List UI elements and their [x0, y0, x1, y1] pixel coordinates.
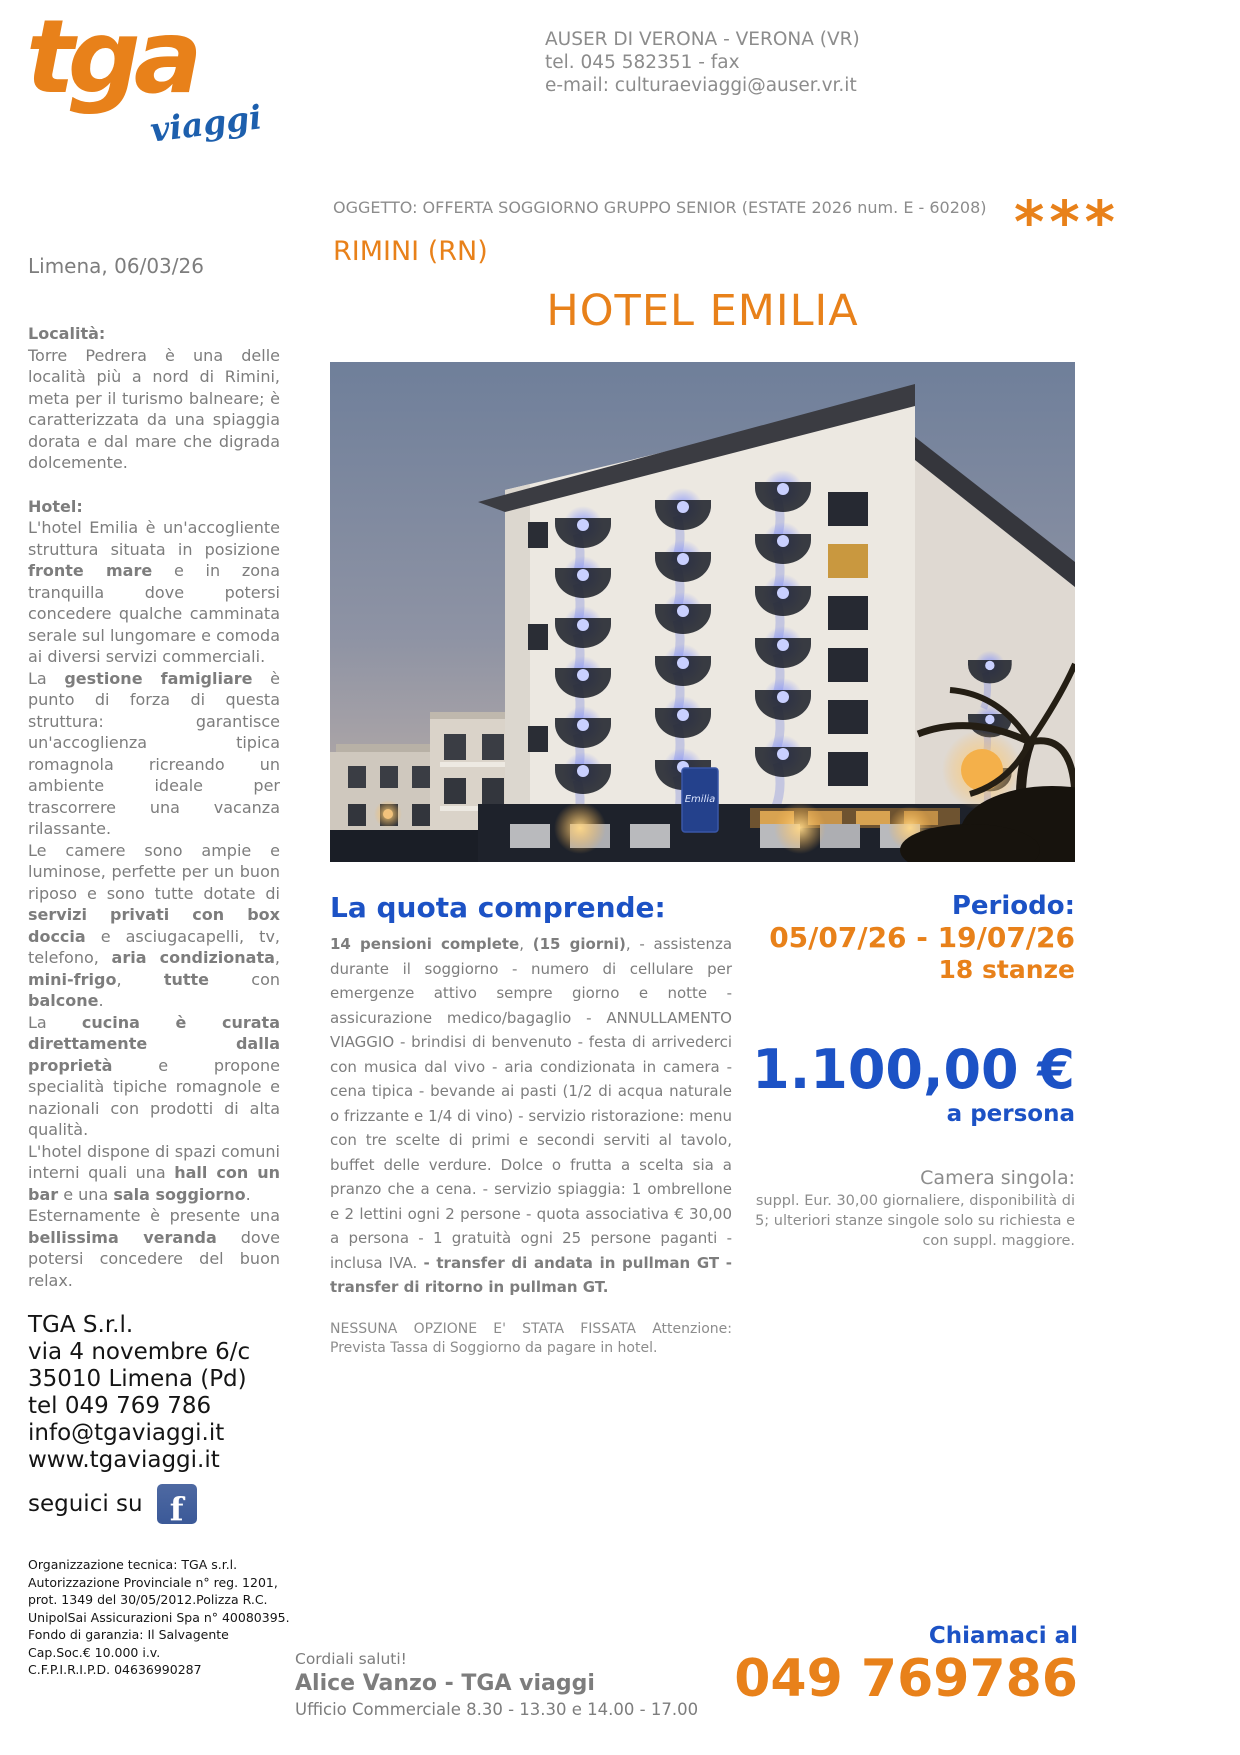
- hotel-sign-text: Emilia: [684, 794, 716, 805]
- company-email-link[interactable]: info@tgaviaggi.it: [28, 1420, 225, 1446]
- quota-heading: La quota comprende:: [330, 891, 666, 924]
- hotel-paragraph: L'hotel dispone di spazi comuni interni quali una hall con un bar e una sala soggiorno.: [28, 1141, 280, 1204]
- offer-summary-column: [745, 891, 1075, 1251]
- hotel-paragraph: Le camere sono ampie e luminose, perfette per un buon riposo e sono tutte dotate di servizi privati con box doccia e asciugacapelli, tv, telefono, aria condizionata, mini-frigo, tutte con balcone.: [28, 840, 280, 1010]
- fineprint-line: Cap.Soc.€ 10.000 i.v.: [28, 1644, 161, 1660]
- recipient-phone: tel. 045 582351 - fax: [545, 52, 740, 73]
- quota-note: NESSUNA OPZIONE E' STATA FISSATA Attenzione: Prevista Tassa di Soggiorno da pagare in hotel.: [330, 1320, 732, 1356]
- follow-us: [28, 1484, 197, 1528]
- fineprint-line: prot. 1349 del 30/05/2012.Polizza R.C.: [28, 1592, 268, 1607]
- fineprint-line: Organizzazione tecnica: TGA s.r.l.: [28, 1557, 238, 1572]
- company-street: via 4 novembre 6/c: [28, 1339, 251, 1365]
- description-column: [28, 323, 280, 1291]
- period-label: Periodo:: [951, 891, 1075, 921]
- hotel-heading: Hotel:: [28, 496, 83, 516]
- hotel-paragraph: La gestione famigliare è punto di forza di questa struttura: garantisce un'accoglienza tipica romagnola ricreando un ambiente ideale per trascorrere una vacanza rilassante.: [28, 668, 280, 838]
- period-dates: 05/07/26 - 19/07/26: [769, 921, 1075, 954]
- hotel-paragraph: L'hotel Emilia è un'accogliente struttura situata in posizione fronte mare e in zona tranquilla dove potersi concedere qualche camminata serale sul lungomare e comoda ai diversi servizi commerciali.: [28, 518, 281, 666]
- company-block: [28, 1312, 328, 1474]
- tga-logo-viaggi: viaggi: [148, 97, 264, 150]
- localita-text: Torre Pedrera è una delle località più a nord di Rimini, meta per il turismo balneare; è caratterizzata da una spiaggia dorata e dal mare che digrada dolcemente.: [28, 345, 280, 472]
- package-details-column: [330, 891, 732, 1358]
- hotel-paragraph: La cucina è curata direttamente dalla proprietà e propone specialità tipiche romagnole e nazionali con prodotti di alta qualità.: [28, 1012, 280, 1139]
- greeting: Cordiali saluti!: [295, 1650, 407, 1668]
- company-phone: tel 049 769 786: [28, 1393, 212, 1419]
- fineprint-line: Fondo di garanzia: Il Salvagente: [28, 1627, 229, 1642]
- price-per-person: a persona: [946, 1101, 1075, 1127]
- signature-block: [295, 1648, 698, 1722]
- company-name: TGA S.r.l.: [28, 1312, 134, 1338]
- quota-paragraph: 14 pensioni complete, (15 giorni), - assistenza durante il soggiorno - numero di cellulare per emergenze attivo sempre giorno e notte - assicurazione medico/bagaglio - ANNULLAMENTO VIAGGIO - brindisi di benvenuto - festa di arrivederci con musica dal vivo - aria condizionata in camera - cena tipica - bevande ai pasti (1/2 di acqua naturale o frizzante e 1/4 di vino) - servizio ristorazione: menu con tre scelte di primi e secondi serviti al tavolo, buffet delle verdure. Dolce o frutta a scelta sia a pranzo che a cena. - servizio spiaggia: 1 ombrellone e 2 lettini ogni 2 persone - quota associativa € 30,00 a persona - 1 gratuità ogni 25 persone paganti - inclusa IVA. - transfer di andata in pullman GT - transfer di ritorno in pullman GT.: [330, 935, 733, 1296]
- fineprint-line: C.F.P.I.R.I.P.D. 04636990287: [28, 1662, 202, 1677]
- signature-name: Alice Vanzo - TGA viaggi: [295, 1671, 595, 1696]
- hotel-paragraph: Esternamente è presente una bellissima veranda dove potersi concedere del buon relax.: [28, 1206, 280, 1290]
- office-hours: Ufficio Commerciale 8.30 - 13.30 e 14.00 - 17.00: [295, 1700, 699, 1719]
- company-website-link[interactable]: www.tgaviaggi.it: [28, 1447, 220, 1473]
- recipient-contact-block: [545, 28, 860, 97]
- price-value: 1.100,00 €: [752, 1038, 1075, 1101]
- call-us-label: Chiamaci al: [928, 1623, 1078, 1649]
- call-us-block: [648, 1622, 1078, 1708]
- place-date: Limena, 06/03/26: [28, 254, 204, 278]
- fineprint-line: UnipolSai Assicurazioni Spa n° 40080395.: [28, 1609, 290, 1625]
- hotel-stars-icon: ***: [1014, 188, 1120, 256]
- hotel-title: HOTEL EMILIA: [546, 286, 859, 336]
- legal-fineprint: [28, 1556, 290, 1679]
- localita-heading: Località:: [28, 324, 106, 343]
- subject-line: OGGETTO: OFFERTA SOGGIORNO GRUPPO SENIOR (ESTATE 2026 num. E - 60208): [333, 198, 987, 217]
- recipient-name: AUSER DI VERONA - VERONA (VR): [545, 29, 860, 50]
- rooms-count: 18 stanze: [938, 955, 1075, 984]
- single-room-text: suppl. Eur. 30,00 giornaliere, disponibilità di 5; ulteriori stanze singole solo su richiesta e con suppl. maggiore.: [755, 1193, 1075, 1249]
- follow-label: seguici su: [28, 1491, 143, 1517]
- recipient-email[interactable]: e-mail: culturaeviaggi@auser.vr.it: [545, 75, 857, 96]
- facebook-icon[interactable]: f: [157, 1484, 197, 1524]
- destination-city: RIMINI (RN): [333, 236, 488, 267]
- single-room-label: Camera singola:: [920, 1167, 1075, 1189]
- phone-number[interactable]: 049 769786: [734, 1649, 1078, 1709]
- tga-logo: tga: [26, 0, 196, 117]
- fineprint-line: Autorizzazione Provinciale n° reg. 1201,: [28, 1574, 278, 1590]
- company-city: 35010 Limena (Pd): [28, 1366, 247, 1392]
- hotel-photo: [330, 362, 1075, 862]
